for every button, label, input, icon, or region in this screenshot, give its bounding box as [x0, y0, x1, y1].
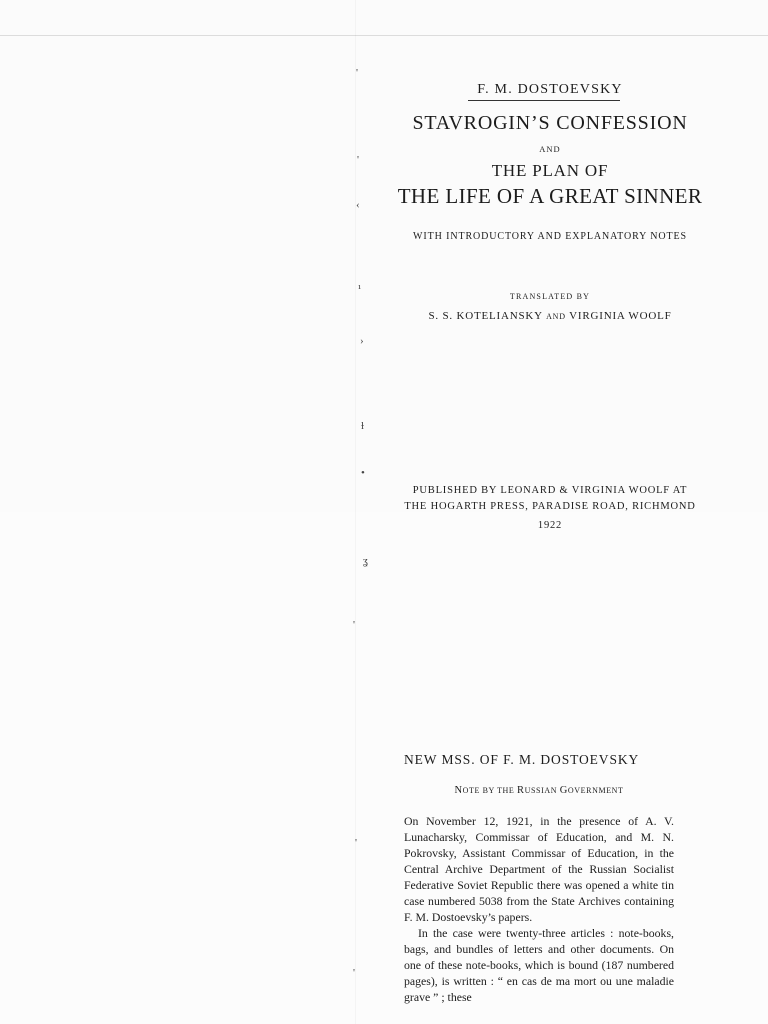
scan-speck: '	[353, 619, 355, 631]
translators-and: AND	[546, 312, 566, 321]
scan-speck: ¹	[358, 283, 362, 295]
article-subtitle	[404, 785, 674, 796]
subtitle-small-caps: USSIAN	[524, 786, 560, 795]
publication-year: 1922	[537, 520, 563, 531]
scan-speck: ɫ	[361, 420, 365, 432]
author-underline	[468, 100, 620, 101]
subtitle-small-caps: OTE BY THE	[462, 786, 518, 795]
scan-speck: ›	[360, 335, 364, 347]
notes-line: WITH INTRODUCTORY AND EXPLANATORY NOTES	[413, 231, 687, 242]
subtitle-cap-g: G	[559, 785, 568, 796]
book-title-line-2: THE PLAN OF	[491, 161, 609, 180]
translators-line	[370, 310, 730, 322]
scan-speck: ʓ	[363, 555, 368, 567]
subtitle-small-caps: OVERNMENT	[567, 786, 624, 795]
subtitle-cap-n: N	[454, 785, 463, 796]
page-gutter-shadow	[355, 0, 356, 1024]
translator-1: S. S. KOTELIANSKY	[428, 310, 543, 322]
author-name: F. M. DOSTOEVSKY	[477, 82, 623, 97]
translated-by-label: TRANSLATED BY	[509, 292, 591, 301]
translator-2: VIRGINIA WOOLF	[569, 310, 672, 322]
scan-speck: •	[361, 467, 365, 479]
paragraph-2: In the case were twenty-three articles : note-books, bags, and bundles of letters and other documents. On one of these note-books, which is bound (187 numbered pages), is written : “ en cas de ma mort ou une maladie grave ” ; these	[404, 926, 674, 1004]
title-conjunction: AND	[539, 144, 561, 154]
article-title: NEW MSS. OF F. M. DOSTOEVSKY	[404, 752, 640, 767]
scan-speck: '	[356, 67, 358, 79]
book-title-line-3: THE LIFE OF A GREAT SINNER	[397, 184, 703, 208]
scan-speck: '	[353, 967, 355, 979]
scan-speck: '	[357, 154, 359, 166]
book-title-line-1: STAVROGIN’S CONFESSION	[412, 112, 688, 134]
scan-speck: ‹	[356, 199, 360, 211]
publisher-line-1: PUBLISHED BY LEONARD & VIRGINIA WOOLF AT	[412, 485, 688, 496]
publisher-line-2: THE HOGARTH PRESS, PARADISE ROAD, RICHMOND	[404, 501, 696, 512]
paragraph-1: On November 12, 1921, in the presence of A. V. Lunacharsky, Commissar of Education, and M. N. Pokrovsky, Assistant Commissar of Education, in the Central Archive Department of the Russian Socialist Federative Soviet Republic there was opened a white tin case numbered 5038 from the State Archives containing F. M. Dostoevsky’s papers.	[404, 814, 674, 924]
scan-edge-line	[0, 35, 768, 36]
article-body	[404, 813, 674, 1024]
scan-speck: '	[355, 837, 357, 849]
subtitle-cap-r: R	[517, 785, 525, 796]
